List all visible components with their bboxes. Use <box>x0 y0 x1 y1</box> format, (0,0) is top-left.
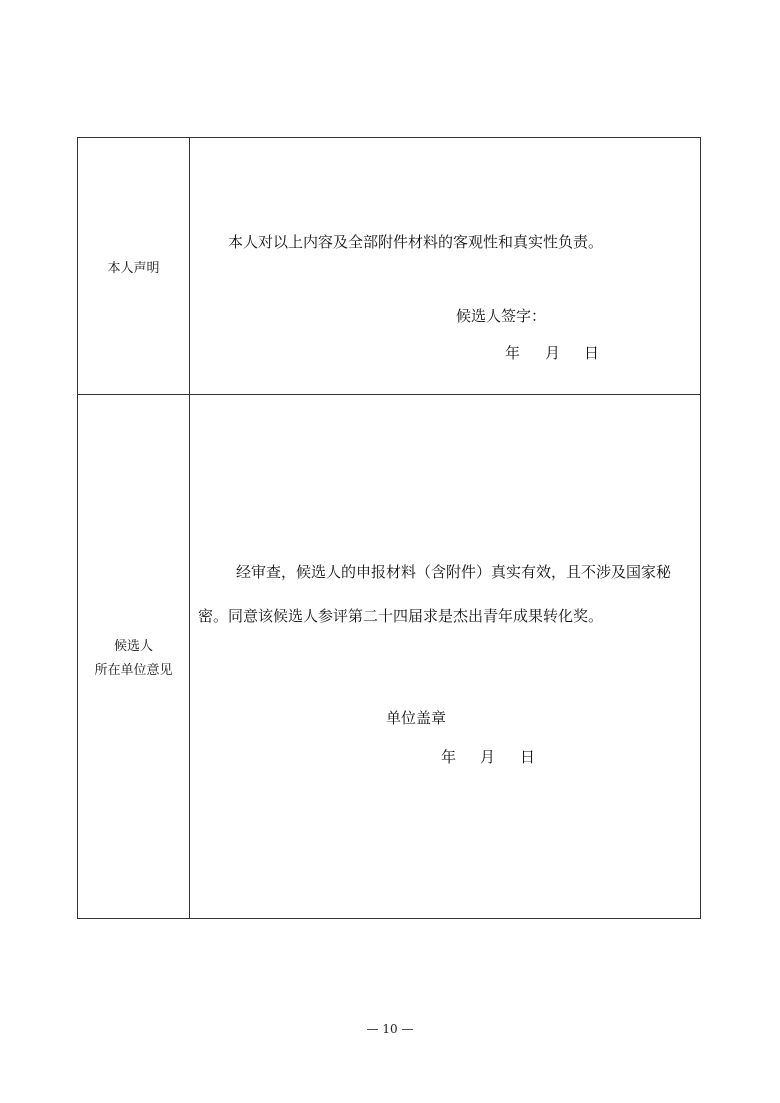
unit-opinion-text-line2: 密。同意该候选人参评第二十四届求是杰出青年成果转化奖。 <box>198 607 604 625</box>
declaration-label-cell <box>78 138 190 394</box>
unit-seal-label: 单位盖章 <box>386 709 447 727</box>
unit-opinion-row <box>78 395 700 918</box>
signature-label: 候选人签字： <box>456 307 547 325</box>
unit-opinion-label-line2: 所在单位意见 <box>94 663 173 678</box>
unit-opinion-date-day: 日 <box>520 748 536 766</box>
unit-opinion-content-cell <box>190 395 700 918</box>
candidate-form-table <box>77 137 701 919</box>
declaration-statement: 本人对以上内容及全部附件材料的客观性和真实性负责。 <box>228 233 604 251</box>
declaration-date-month: 月 <box>545 344 561 362</box>
declaration-date-year: 年 <box>505 344 521 362</box>
declaration-label: 本人声明 <box>107 261 160 276</box>
unit-opinion-label-cell <box>78 395 190 918</box>
unit-opinion-label-line1: 候选人 <box>113 639 153 654</box>
declaration-content-cell <box>190 138 700 394</box>
unit-opinion-date-year: 年 <box>441 748 457 766</box>
page-number: — 10 — <box>366 1022 414 1036</box>
unit-opinion-date-month: 月 <box>480 748 496 766</box>
unit-opinion-text-line1: 经审查，候选人的申报材料（含附件）真实有效，且不涉及国家秘 <box>236 563 672 581</box>
declaration-date-day: 日 <box>584 344 600 362</box>
declaration-row <box>78 138 700 395</box>
